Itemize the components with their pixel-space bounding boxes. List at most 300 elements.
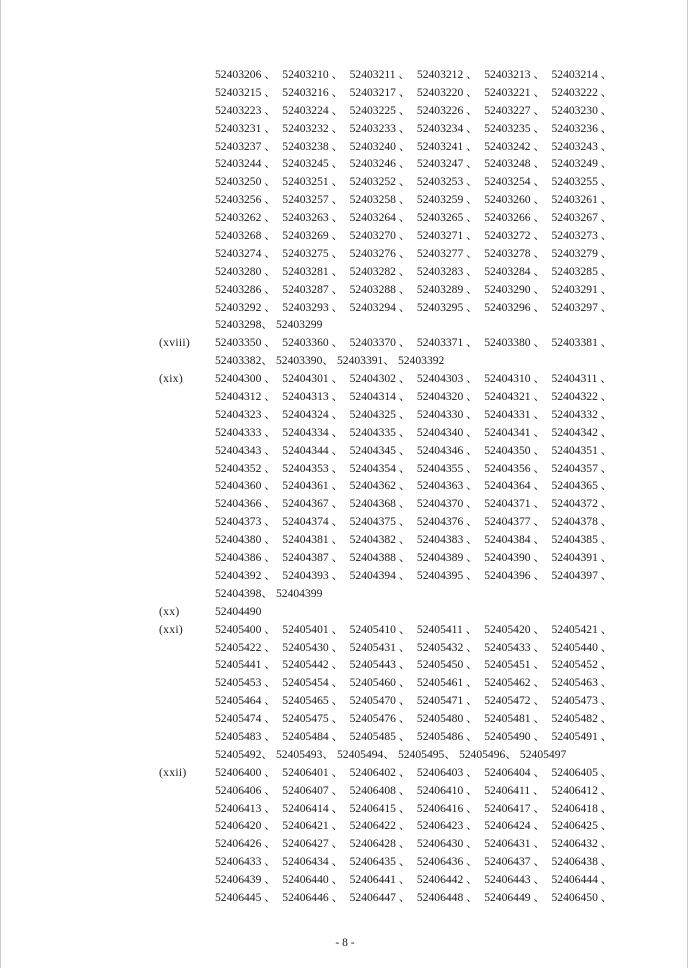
code-entry: 52404387 、 (282, 551, 344, 565)
code-row (215, 155, 611, 173)
code-entry: 52404330 、 (416, 407, 478, 421)
code-entry: 52404393 、 (282, 568, 344, 582)
code-entry: 52403291 、 (551, 282, 613, 296)
code-entry: 52405474 、 (215, 712, 276, 726)
code-entry: 52406430 、 (416, 837, 478, 851)
group-label: (xxii) (159, 765, 187, 779)
code-entry: 52404324 、 (282, 407, 344, 421)
code-entry: 52405490 、 (484, 729, 546, 743)
code-entry: 52404343 、 (215, 443, 276, 457)
code-entry: 52403350 、 (215, 336, 276, 350)
code-entry: 52406407 、 (282, 783, 344, 797)
code-entry: 52403256 、 (215, 193, 276, 207)
code-entry: 52403232 、 (282, 121, 344, 135)
code-row (215, 531, 611, 549)
code-entry: 52403241 、 (416, 139, 478, 153)
code-entry: 52403265 、 (416, 211, 478, 225)
code-entry: 52406449 、 (484, 890, 546, 904)
code-entry: 52403288 、 (349, 282, 411, 296)
code-entry: 52404366 、 (215, 497, 276, 511)
code-entry: 52403230 、 (551, 103, 613, 117)
code-entry: 52404351 、 (551, 443, 613, 457)
code-entry: 52406402 、 (349, 765, 411, 779)
code-entry: 52404375 、 (349, 515, 411, 529)
code-entry: 52404302 、 (349, 372, 411, 386)
code-row (215, 800, 611, 818)
code-entry: 52406413 、 (215, 801, 276, 815)
code-entry: 52404344 、 (282, 443, 344, 457)
code-entry: 52403227 、 (484, 103, 546, 117)
code-entry: 52404360 、 (215, 479, 276, 493)
code-entry: 52403276 、 (349, 246, 411, 260)
code-entry: 52403236 、 (551, 121, 613, 135)
code-entry: 52406431 、 (484, 837, 546, 851)
code-entry: 52403238 、 (282, 139, 344, 153)
code-entry: 52403277 、 (416, 246, 478, 260)
code-entry: 52405486 、 (416, 729, 478, 743)
code-entry: 52403273 、 (551, 229, 613, 243)
code-entry: 52405441 、 (215, 658, 276, 672)
code-entry: 52403223 、 (215, 103, 276, 117)
code-entry: 52406403 、 (416, 765, 478, 779)
code-entry: 52405470 、 (349, 694, 411, 708)
code-entry: 52403211 、 (349, 68, 411, 81)
code-entry: 52405471 、 (416, 694, 478, 708)
code-entry: 52403249 、 (551, 157, 613, 171)
code-entry: 52403264 、 (349, 211, 411, 225)
code-entry: 52404377 、 (484, 515, 546, 529)
code-entry: 52405473 、 (551, 694, 613, 708)
code-row (215, 84, 611, 102)
code-entry: 52405452 、 (551, 658, 613, 672)
code-entry: 52404342 、 (551, 425, 613, 439)
code-entry: 52403233 、 (349, 121, 411, 135)
code-row (215, 782, 611, 800)
code-entry: 52404390 、 (484, 551, 546, 565)
code-entry: 52404398、 (215, 586, 273, 600)
code-entry: 52403283 、 (416, 264, 478, 278)
code-entry: 52404378 、 (551, 515, 613, 529)
code-row (215, 871, 611, 889)
code-entry: 52403287 、 (282, 282, 344, 296)
code-entry: 52403284 、 (484, 264, 546, 278)
code-entry: 52406414 、 (282, 801, 344, 815)
code-entry: 52403215 、 (215, 85, 276, 99)
code-lines (215, 370, 611, 603)
code-row (215, 621, 611, 639)
code-entry: 52405454 、 (282, 676, 344, 690)
code-entry: 52404383 、 (416, 533, 478, 547)
code-entry: 52405461 、 (416, 676, 478, 690)
code-entry: 52406433 、 (215, 855, 276, 869)
code-row (215, 370, 611, 388)
code-entry: 52403282 、 (349, 264, 411, 278)
code-entry: 52403271 、 (416, 229, 478, 243)
code-lines (215, 621, 611, 764)
group-label: (xviii) (159, 336, 191, 350)
code-entry: 52403270 、 (349, 229, 411, 243)
code-entry: 52403253 、 (416, 175, 478, 189)
code-entry: 52405440 、 (551, 640, 613, 654)
code-entry: 52403254 、 (484, 175, 546, 189)
code-entry: 52406436 、 (416, 855, 478, 869)
code-entry: 52405422 、 (215, 640, 276, 654)
code-row (215, 567, 611, 585)
code-entry: 52405430 、 (282, 640, 344, 654)
code-row-tail (215, 316, 611, 334)
code-entry: 52404332 、 (551, 407, 613, 421)
code-entry: 52403250 、 (215, 175, 276, 189)
code-entry: 52403226 、 (416, 103, 478, 117)
code-entry: 52403279 、 (551, 246, 613, 260)
code-entry: 52405465 、 (282, 694, 344, 708)
code-entry: 52404376 、 (416, 515, 478, 529)
code-entry: 52404394 、 (349, 568, 411, 582)
code-entry: 52406406 、 (215, 783, 276, 797)
code-entry: 52403220 、 (416, 85, 478, 99)
code-entry: 52406447 、 (349, 890, 411, 904)
code-entry: 52404325 、 (349, 407, 411, 421)
code-entry: 52405497 (519, 747, 567, 761)
code-entry: 52403381 、 (551, 336, 613, 350)
group-label: (xx) (159, 604, 180, 618)
code-row (215, 138, 611, 156)
code-entry: 52404363 、 (416, 479, 478, 493)
code-entry: 52404331 、 (484, 407, 546, 421)
code-entry: 52403292 、 (215, 300, 276, 314)
code-entry: 52406435 、 (349, 855, 411, 869)
code-entry: 52404371 、 (484, 497, 546, 511)
code-row (215, 102, 611, 120)
code-entry: 52406400 、 (215, 765, 276, 779)
code-entry: 52404372 、 (551, 497, 613, 511)
code-row (215, 710, 611, 728)
code-row (215, 639, 611, 657)
code-entry: 52406440 、 (282, 873, 344, 887)
code-entry: 52403382、 (215, 354, 273, 368)
code-entry: 52403370 、 (349, 336, 411, 350)
code-row (215, 674, 611, 692)
code-entry: 52404373 、 (215, 515, 276, 529)
code-row (215, 853, 611, 871)
code-entry: 52406450 、 (551, 890, 613, 904)
code-entry: 52405483 、 (215, 729, 276, 743)
code-entry: 52406417 、 (484, 801, 546, 815)
group-label: (xix) (159, 372, 184, 386)
code-entry: 52404333 、 (215, 425, 276, 439)
code-row (215, 263, 611, 281)
code-row (215, 889, 611, 907)
code-entry: 52406421 、 (282, 819, 344, 833)
code-entry: 52403246 、 (349, 157, 411, 171)
code-entry: 52403210 、 (282, 68, 344, 81)
code-lines (215, 603, 611, 621)
code-entry: 52403224 、 (282, 103, 344, 117)
code-entry: 52403260 、 (484, 193, 546, 207)
code-entry: 52405496、 (458, 747, 517, 761)
code-entry: 52406425 、 (551, 819, 613, 833)
code-entry: 52404320 、 (416, 390, 478, 404)
code-row (215, 495, 611, 513)
code-entry: 52403296 、 (484, 300, 546, 314)
code-row-tail (215, 352, 611, 370)
code-entry: 52406408 、 (349, 783, 411, 797)
code-entry: 52405443 、 (349, 658, 411, 672)
group-label: (xxi) (159, 622, 184, 636)
code-entry: 52404391 、 (551, 551, 613, 565)
code-row (215, 191, 611, 209)
code-row (215, 549, 611, 567)
code-entry: 52405401 、 (282, 622, 344, 636)
code-entry: 52406441 、 (349, 873, 411, 887)
code-entry: 52403257 、 (282, 193, 344, 207)
code-row (215, 406, 611, 424)
code-entry: 52404356 、 (484, 461, 546, 475)
code-entry: 52403360 、 (282, 336, 344, 350)
code-entry: 52403289 、 (416, 282, 478, 296)
code-entry: 52403237 、 (215, 139, 276, 153)
code-entry: 52405442 、 (282, 658, 344, 672)
code-entry: 52403275 、 (282, 246, 344, 260)
code-entry: 52403294 、 (349, 300, 411, 314)
code-row (215, 227, 611, 245)
code-entry: 52405400 、 (215, 622, 276, 636)
code-group (159, 66, 629, 334)
code-entry: 52404314 、 (349, 390, 411, 404)
code-entry: 52404353 、 (282, 461, 344, 475)
code-entry: 52403234 、 (416, 121, 478, 135)
code-entry: 52405491 、 (551, 729, 613, 743)
code-entry: 52404389 、 (416, 551, 478, 565)
code-entry: 52403247 、 (416, 157, 478, 171)
code-entry: 52403380 、 (484, 336, 546, 350)
code-entry: 52406438 、 (551, 855, 613, 869)
code-row-tail (215, 585, 611, 603)
code-entry: 52405431 、 (349, 640, 411, 654)
code-entry: 52405462 、 (484, 676, 546, 690)
code-entry: 52403280 、 (215, 264, 276, 278)
code-entry: 52403235 、 (484, 121, 546, 135)
code-group (159, 603, 629, 621)
page-number: - 8 - (335, 936, 355, 949)
code-entry: 52406405 、 (551, 765, 613, 779)
code-entry: 52404346 、 (416, 443, 478, 457)
code-row (215, 764, 611, 782)
code-entry: 52403295 、 (416, 300, 478, 314)
code-entry: 52405450 、 (416, 658, 478, 672)
code-entry: 52403216 、 (282, 85, 344, 99)
code-row (215, 66, 611, 84)
code-entry: 52404362 、 (349, 479, 411, 493)
code-entry: 52403259 、 (416, 193, 478, 207)
code-entry: 52404340 、 (416, 425, 478, 439)
code-entry: 52404368 、 (349, 497, 411, 511)
code-entry: 52404300 、 (215, 372, 276, 386)
code-entry: 52403206 、 (215, 68, 276, 81)
code-row (215, 692, 611, 710)
group-label (159, 66, 215, 334)
code-entry: 52403225 、 (349, 103, 411, 117)
code-row (215, 460, 611, 478)
code-entry: 52403278 、 (484, 246, 546, 260)
code-lines (215, 66, 611, 334)
code-entry: 52406420 、 (215, 819, 276, 833)
code-entry: 52403214 、 (551, 68, 613, 81)
code-entry: 52403281 、 (282, 264, 344, 278)
code-entry: 52403285 、 (551, 264, 613, 278)
code-entry: 52403371 、 (416, 336, 478, 350)
code-entry: 52405460 、 (349, 676, 411, 690)
code-row (215, 281, 611, 299)
code-entry: 52404321 、 (484, 390, 546, 404)
code-entry: 52406423 、 (416, 819, 478, 833)
code-entry: 52405410 、 (349, 622, 411, 636)
code-entry: 52404334 、 (282, 425, 344, 439)
code-entry: 52406437 、 (484, 855, 546, 869)
code-entry: 52406443 、 (484, 873, 546, 887)
code-entry: 52404382 、 (349, 533, 411, 547)
code-entry: 52403221 、 (484, 85, 546, 99)
code-entry: 52406428 、 (349, 837, 411, 851)
code-entry: 52405453 、 (215, 676, 276, 690)
code-entry: 52406445 、 (215, 890, 276, 904)
code-entry: 52404367 、 (282, 497, 344, 511)
code-entry: 52403243 、 (551, 139, 613, 153)
code-entry: 52404386 、 (215, 551, 276, 565)
code-entry: 52404374 、 (282, 515, 344, 529)
code-entry: 52403244 、 (215, 157, 276, 171)
code-entry: 52405476 、 (349, 712, 411, 726)
code-entry: 52406434 、 (282, 855, 344, 869)
code-entry: 52405475 、 (282, 712, 344, 726)
code-row (215, 477, 611, 495)
code-entry: 52404395 、 (416, 568, 478, 582)
code-entry: 52404361 、 (282, 479, 344, 493)
code-entry: 52404384 、 (484, 533, 546, 547)
code-entry: 52404323 、 (215, 407, 276, 421)
code-entry: 52405481 、 (484, 712, 546, 726)
code-entry: 52403286 、 (215, 282, 276, 296)
code-entry: 52403242 、 (484, 139, 546, 153)
code-entry: 52404350 、 (484, 443, 546, 457)
code-entry: 52404357 、 (551, 461, 613, 475)
code-entry: 52406404 、 (484, 765, 546, 779)
code-entry: 52403299 (275, 318, 323, 332)
code-entry: 52404355 、 (416, 461, 478, 475)
code-row (215, 817, 611, 835)
code-entry: 52406427 、 (282, 837, 344, 851)
code-entry: 52405480 、 (416, 712, 478, 726)
code-row (215, 388, 611, 406)
code-entry: 52406432 、 (551, 837, 613, 851)
code-entry: 52403274 、 (215, 246, 276, 260)
code-entry: 52405451 、 (484, 658, 546, 672)
code-group (159, 621, 629, 764)
code-entry: 52404385 、 (551, 533, 613, 547)
code-row-tail (215, 746, 611, 764)
code-group (159, 334, 629, 370)
code-row (215, 835, 611, 853)
code-row (215, 245, 611, 263)
code-entry: 52403268 、 (215, 229, 276, 243)
code-entry: 52403212 、 (416, 68, 478, 81)
code-entry: 52404311 、 (551, 372, 612, 386)
code-entry: 52405495、 (397, 747, 456, 761)
code-entry: 52406424 、 (484, 819, 546, 833)
code-entry: 52403245 、 (282, 157, 344, 171)
code-entry: 52405493、 (275, 747, 334, 761)
code-entry: 52405432 、 (416, 640, 478, 654)
code-entry: 52403293 、 (282, 300, 344, 314)
code-entry: 52404313 、 (282, 390, 344, 404)
code-entry: 52406439 、 (215, 873, 276, 887)
code-entry: 52406448 、 (416, 890, 478, 904)
code-lines (215, 764, 611, 907)
code-entry: 52404388 、 (349, 551, 411, 565)
code-entry: 52405464 、 (215, 694, 276, 708)
code-group (159, 370, 629, 603)
code-entry: 52404490 (215, 604, 262, 618)
code-entry: 52403248 、 (484, 157, 546, 171)
code-entry: 52404399 (275, 586, 323, 600)
code-entry: 52404365 、 (551, 479, 613, 493)
code-entry: 52403298、 (215, 318, 273, 332)
code-entry: 52404396 、 (484, 568, 546, 582)
code-entry: 52405420 、 (484, 622, 546, 636)
code-entry: 52403266 、 (484, 211, 546, 225)
code-entry: 52403213 、 (484, 68, 546, 81)
code-list (159, 66, 629, 907)
code-entry: 52404364 、 (484, 479, 546, 493)
code-entry: 52403390、 (275, 354, 334, 368)
code-entry: 52404392 、 (215, 568, 276, 582)
code-entry: 52406446 、 (282, 890, 344, 904)
code-entry: 52403262 、 (215, 211, 276, 225)
code-entry: 52405494、 (336, 747, 395, 761)
code-entry: 52405482 、 (551, 712, 613, 726)
code-entry: 52404310 、 (484, 372, 546, 386)
code-entry: 52403222 、 (551, 85, 613, 99)
code-entry: 52403252 、 (349, 175, 411, 189)
code-entry: 52404352 、 (215, 461, 276, 475)
code-entry: 52404380 、 (215, 533, 276, 547)
code-entry: 52406410 、 (416, 783, 478, 797)
code-entry: 52404354 、 (349, 461, 411, 475)
code-entry: 52406426 、 (215, 837, 276, 851)
code-entry: 52406422 、 (349, 819, 411, 833)
code-entry: 52403258 、 (349, 193, 411, 207)
code-row (215, 173, 611, 191)
code-entry: 52404345 、 (349, 443, 411, 457)
code-entry: 52404381 、 (282, 533, 344, 547)
code-row (215, 728, 611, 746)
code-entry: 52405492、 (215, 747, 273, 761)
code-entry: 52405472 、 (484, 694, 546, 708)
code-entry: 52403251 、 (282, 175, 344, 189)
code-row (215, 424, 611, 442)
code-entry: 52405484 、 (282, 729, 344, 743)
code-entry: 52403217 、 (349, 85, 411, 99)
code-entry: 52404312 、 (215, 390, 276, 404)
code-row (215, 442, 611, 460)
code-entry: 52403255 、 (551, 175, 613, 189)
code-entry: 52403269 、 (282, 229, 344, 243)
code-entry: 52403391、 (336, 354, 395, 368)
code-entry: 52406401 、 (282, 765, 344, 779)
code-entry: 52405421 、 (551, 622, 613, 636)
code-entry: 52403272 、 (484, 229, 546, 243)
code-entry: 52403261 、 (551, 193, 613, 207)
